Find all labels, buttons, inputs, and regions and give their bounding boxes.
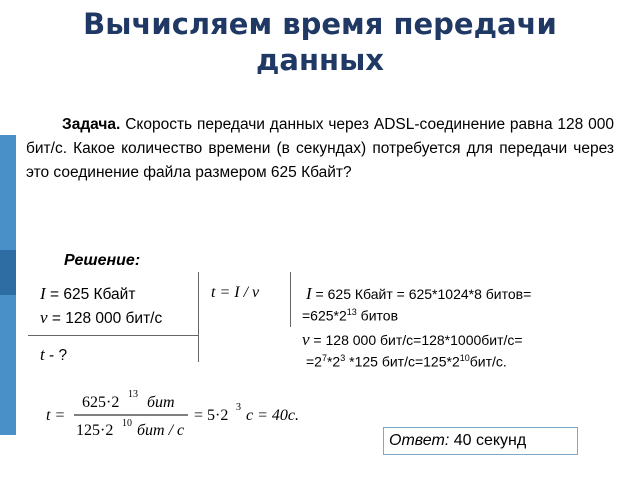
equation-numerator-exp: 13 [128, 389, 138, 400]
calc-line-4d: бит/с. [469, 353, 507, 370]
calc-line-4c: *125 бит/с=125*2 [345, 353, 460, 370]
given-v-value: = 128 000 бит/с [47, 310, 163, 327]
given-i-value: = 625 Кбайт [45, 286, 136, 303]
left-accent-bar-dark [0, 250, 16, 295]
given-i-var: I [40, 284, 46, 303]
left-accent-bar [0, 135, 16, 435]
calc-line-1-text: = 625 Кбайт = 625*1024*8 битов= [311, 286, 532, 302]
problem-statement [26, 113, 614, 185]
calc-line-2-exp: 13 [346, 307, 357, 317]
title-line-2: данных [256, 43, 384, 77]
calc-line-2 [302, 307, 398, 324]
given-t-value: - ? [44, 347, 68, 364]
solution-label: Решение: [64, 252, 141, 269]
page-title [0, 6, 640, 78]
given-divider [28, 335, 198, 336]
equation-denominator-unit: бит / с [137, 422, 185, 439]
time-equation [40, 384, 360, 444]
calc-line-1 [306, 284, 531, 304]
given-time [40, 345, 67, 365]
equation-result: с = 40с. [246, 407, 299, 424]
equation-denominator-exp: 10 [122, 418, 132, 429]
calc-i-var: I [306, 284, 312, 303]
formula-t-equals-i-over-v: t = I / v [211, 284, 260, 301]
calc-line-3 [302, 330, 523, 350]
calc-v-var: v [302, 330, 310, 349]
given-t-var: t [40, 345, 45, 364]
given-speed [40, 308, 162, 328]
given-information [40, 284, 135, 304]
calc-line-4a: =2 [306, 353, 322, 370]
calc-line-2-end: битов [356, 307, 399, 324]
calc-line-4 [306, 353, 507, 370]
calc-line-2-text: =625*2 [302, 307, 347, 324]
calc-line-4-exp3: 10 [459, 353, 470, 363]
answer-box [383, 427, 578, 455]
equation-rhs-exp: 3 [236, 402, 241, 413]
equation-numerator-unit: бит [147, 394, 175, 411]
problem-text: Скорость передачи данных через ADSL-соединение равна 128 000 бит/с. Какое количество времени (в секундах) потребуется для передачи через это соединение файла размером 625 Кбайт? [26, 116, 614, 181]
given-v-var: v [40, 308, 48, 327]
answer-label: Ответ: [389, 432, 450, 449]
calc-line-3-text: = 128 000 бит/с=128*1000бит/с= [309, 332, 523, 348]
calc-line-4b: *2 [326, 353, 341, 370]
equation-rhs: = 5·2 [194, 407, 229, 424]
given-separator [198, 272, 199, 362]
title-line-1: Вычисляем время передачи [83, 7, 557, 41]
equation-numerator: 625·2 [82, 394, 120, 411]
calc-line-4-exp1: 7 [321, 353, 327, 363]
equation-denominator: 125·2 [76, 422, 114, 439]
problem-lead: Задача. [62, 116, 121, 133]
formula-separator [290, 272, 291, 327]
equation-lhs: t = [46, 407, 66, 424]
answer-value: 40 секунд [449, 432, 527, 449]
calc-line-4-exp2: 3 [340, 353, 346, 363]
